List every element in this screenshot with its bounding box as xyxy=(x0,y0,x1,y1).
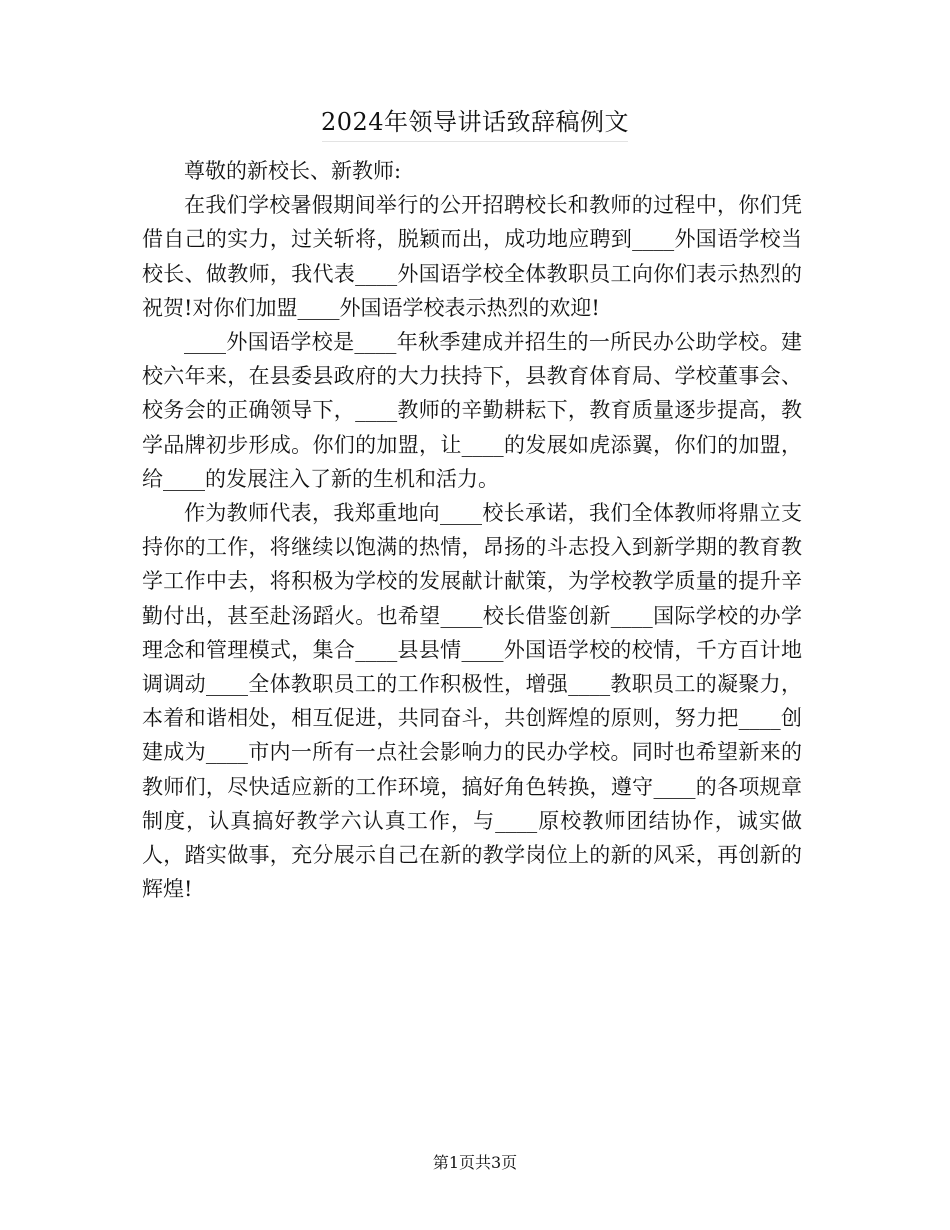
page-title: 2024年领导讲话致辞稿例文 xyxy=(320,108,630,136)
page-number-footer: 第1页共3页 xyxy=(432,1153,518,1172)
greeting-paragraph: 尊敬的新校长、新教师: xyxy=(184,159,402,183)
title-underline xyxy=(322,141,628,142)
body-paragraph: 在我们学校暑假期间举行的公开招聘校长和教师的过程中，你们凭借自己的实力，过关斩将，脱颖而出，成功地应聘到____外国语学校当校长、做教师，我代表____外国语学校全体教职员工向你们表示热烈的祝贺!对你们加盟____外国语学校表示热烈的欢迎! xyxy=(142,193,802,320)
document-body xyxy=(142,154,802,906)
body-paragraph: 作为教师代表，我郑重地向____校长承诺，我们全体教师将鼎立支持你的工作，将继续以饱满的热情，昂扬的斗志投入到新学期的教育教学工作中去，将积极为学校的发展献计献策，为学校教学质量的提升辛勤付出，甚至赴汤蹈火。也希望____校长借鉴创新____国际学校的办学理念和管理模式，集合____县县情____外国语学校的校情，千方百计地调调动____全体教职员工的工作积极性，增强____教职员工的凝聚力，本着和谐相处，相互促进，共同奋斗，共创辉煌的原则，努力把____创建成为____市内一所有一点社会影响力的民办学校。同时也希望新来的教师们，尽快适应新的工作环境，搞好角色转换，遵守____的各项规章制度，认真搞好教学六认真工作，与____原校教师团结协作，诚实做人，踏实做事，充分展示自己在新的教学岗位上的新的风采，再创新的辉煌! xyxy=(142,501,802,902)
body-paragraph: ____外国语学校是____年秋季建成并招生的一所民办公助学校。建校六年来，在县委县政府的大力扶持下，县教育体育局、学校董事会、校务会的正确领导下，____教师的辛勤耕耘下，教育质量逐步提高，教学品牌初步形成。你们的加盟，让____的发展如虎添翼，你们的加盟，给____的发展注入了新的生机和活力。 xyxy=(142,330,802,491)
